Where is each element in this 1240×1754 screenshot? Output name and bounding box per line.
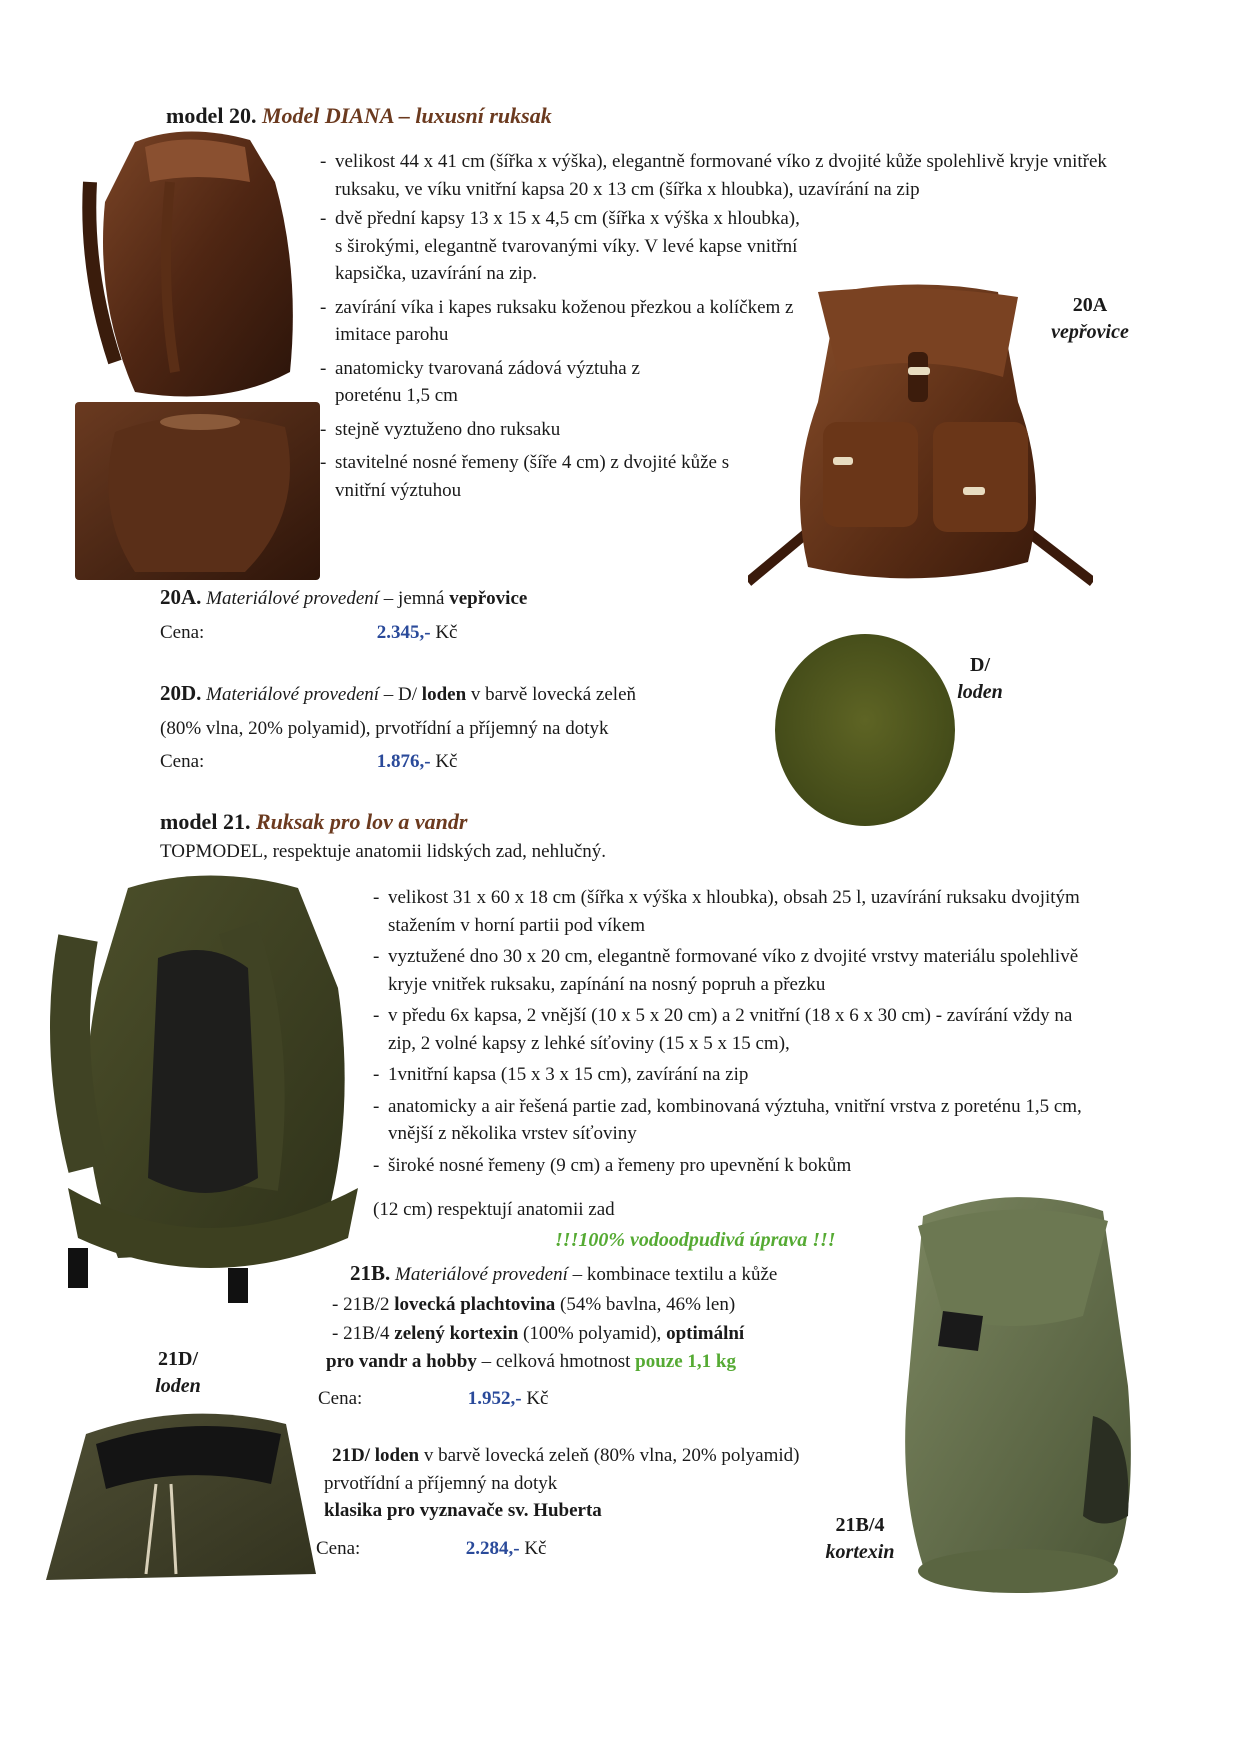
price-value: 2.284,- bbox=[465, 1537, 520, 1559]
model21-subtitle: TOPMODEL, respektuje anatomii lidských zad, nehlučný. bbox=[160, 841, 607, 862]
model21-title bbox=[160, 806, 467, 838]
model-name: Model DIANA – luxusní ruksak bbox=[261, 103, 552, 128]
material-label: Materiálové provedení bbox=[206, 588, 380, 609]
material-desc: v barvě lovecká zeleň bbox=[470, 684, 637, 705]
currency: Kč bbox=[435, 621, 458, 643]
price-value: 2.345,- bbox=[376, 621, 431, 643]
label-material: vepřovice bbox=[1051, 321, 1129, 343]
feature-item: - velikost 31 x 60 x 18 cm (šířka x výška x hloubka), obsah 25 l, uzavírání ruksaku dvojitým stažením v horní partii pod víkem bbox=[373, 884, 1108, 939]
label-d-loden bbox=[940, 652, 1020, 706]
option-code: - 21B/2 bbox=[332, 1293, 390, 1315]
feature-item: - 1vnitřní kapsa (15 x 3 x 15 cm), zavírání na zip bbox=[373, 1061, 1088, 1089]
feature-item-continued: (12 cm) respektují anatomii zad bbox=[373, 1199, 615, 1220]
material-feel: prvotřídní a příjemný na dotyk bbox=[324, 1472, 558, 1494]
variant-21b-material bbox=[332, 1258, 777, 1289]
variant-21b-option-2 bbox=[332, 1291, 777, 1319]
variant-21b-option-4 bbox=[332, 1320, 777, 1348]
option-material: lovecká plachtovina bbox=[394, 1293, 556, 1315]
loden-fabric-swatch bbox=[770, 630, 960, 830]
material-desc: – kombinace textilu a kůže bbox=[572, 1264, 778, 1285]
dash: – bbox=[383, 588, 394, 609]
variant-21d-material bbox=[324, 1442, 800, 1470]
option-code: - 21B/4 bbox=[332, 1323, 390, 1345]
variant-20a bbox=[160, 582, 527, 646]
label-21b4-kortexin bbox=[810, 1512, 910, 1566]
label-material: loden bbox=[957, 681, 1003, 703]
label-material: loden bbox=[155, 1375, 201, 1397]
feature-item: - anatomicky a air řešená partie zad, kombinovaná výztuha, vnitřní vrstva z poreténu 1,5 cm, vnější z několika vrstev síťoviny bbox=[373, 1093, 1088, 1148]
currency: Kč bbox=[524, 1537, 547, 1559]
variant-20a-material bbox=[160, 582, 527, 613]
currency: Kč bbox=[435, 751, 458, 773]
label-material: kortexin bbox=[825, 1541, 895, 1563]
variant-code: 21B. bbox=[350, 1261, 391, 1285]
price-label: Cena: bbox=[160, 751, 205, 773]
price-value: 1.952,- bbox=[467, 1388, 522, 1410]
option-composition: (54% bavlna, 46% len) bbox=[560, 1293, 736, 1315]
label-code: 20A bbox=[1072, 294, 1108, 316]
feature-item: - dvě přední kapsy 13 x 15 x 4,5 cm (šířka x výška x hloubka), s širokými, elegantně tvarovanými víky. V levé kapse vnitřní kapsička, uzavírání na zip. bbox=[320, 205, 805, 288]
variant-21b bbox=[318, 1258, 778, 1413]
currency: Kč bbox=[526, 1388, 549, 1410]
label-code: 21B/4 bbox=[835, 1514, 885, 1536]
feature-item: - stejně vyztuženo dno ruksaku bbox=[320, 416, 795, 444]
usage-note: klasika pro vyznavače sv. Huberta bbox=[324, 1500, 602, 1522]
variant-21d-price bbox=[316, 1535, 800, 1563]
variant-21b-price bbox=[318, 1385, 777, 1413]
model-name: Ruksak pro lov a vandr bbox=[255, 809, 468, 834]
variant-code: 20A. bbox=[160, 585, 202, 609]
weight-value: pouze 1,1 kg bbox=[635, 1350, 736, 1372]
feature-item: - velikost 44 x 41 cm (šířka x výška), elegantně formované víko z dvojité kůže spolehlivě kryje vnitřek ruksaku, ve víku vnitřní kapsa 20 x 13 cm (šířka x hloubka), uzavírání na zip bbox=[320, 148, 1115, 203]
material-composition: (80% vlna, 20% polyamid), prvotřídní a příjemný na dotyk bbox=[160, 717, 609, 739]
feature-item: - anatomicky tvarovaná zádová výztuha z poreténu 1,5 cm bbox=[320, 355, 695, 410]
material-desc: v barvě lovecká zeleň (80% vlna, 20% polyamid) bbox=[423, 1445, 800, 1466]
variant-code: 20D. bbox=[160, 681, 202, 705]
material-prefix: – D/ bbox=[383, 684, 418, 705]
feature-item: - zavírání víka i kapes ruksaku koženou přezkou a kolíčkem z imitace parohu bbox=[320, 294, 795, 349]
leather-backpack-flap-photo bbox=[75, 402, 320, 580]
feature-item: - v předu 6x kapsa, 2 vnější (10 x 5 x 20 cm) a 2 vnitřní (18 x 6 x 30 cm) - zavírání vždy na zip, 2 volné kapsy z lehké síťoviny (15 x 5 x 15 cm), bbox=[373, 1002, 1088, 1057]
label-21d-loden bbox=[138, 1346, 218, 1400]
material-name: loden bbox=[421, 684, 467, 705]
price-value: 1.876,- bbox=[376, 751, 431, 773]
label-20a bbox=[1040, 292, 1140, 346]
feature-item: - široké nosné řemeny (9 cm) a řemeny pro upevnění k bokům bbox=[373, 1152, 1088, 1180]
variant-20d bbox=[160, 678, 636, 776]
model21-feature-list bbox=[373, 884, 1113, 1179]
option-composition: (100% polyamid), bbox=[523, 1323, 662, 1345]
variant-code: 21D/ loden bbox=[332, 1445, 420, 1466]
material-label: Materiálové provedení bbox=[206, 684, 380, 705]
material-label: Materiálové provedení bbox=[395, 1264, 568, 1285]
waterproof-note: !!!100% vodoodpudivá úprava !!! bbox=[555, 1229, 836, 1251]
variant-20d-price bbox=[160, 748, 636, 776]
variant-20d-material bbox=[160, 678, 636, 709]
loden-backpack-top-photo bbox=[46, 1404, 324, 1580]
label-code: 21D/ bbox=[158, 1348, 198, 1370]
model-number: model 20. bbox=[166, 103, 257, 128]
variant-21b-weight bbox=[326, 1348, 777, 1376]
material-desc: jemná bbox=[398, 588, 445, 609]
feature-item: - vyztužené dno 30 x 20 cm, elegantně formované víko z dvojité vrstvy materiálu spolehlivě kryje vnitřek ruksaku, zapínání na nosný popruh a přezku bbox=[373, 943, 1118, 998]
weight-label: – celková hmotnost bbox=[481, 1350, 631, 1372]
leather-backpack-side-photo bbox=[75, 122, 300, 407]
model-number: model 21. bbox=[160, 809, 251, 834]
material-name: vepřovice bbox=[449, 588, 528, 609]
green-backpack-back-photo bbox=[38, 868, 373, 1303]
kortexin-backpack-photo bbox=[883, 1186, 1148, 1601]
label-code: D/ bbox=[970, 654, 990, 676]
option-material: zelený kortexin bbox=[394, 1323, 519, 1345]
price-label: Cena: bbox=[318, 1388, 363, 1410]
price-label: Cena: bbox=[160, 621, 205, 643]
feature-item: - stavitelné nosné řemeny (šíře 4 cm) z dvojité kůže s vnitřní výztuhou bbox=[320, 449, 775, 504]
option-note: optimální bbox=[666, 1323, 745, 1345]
variant-21d bbox=[316, 1442, 800, 1562]
usage-note: pro vandr a hobby bbox=[326, 1350, 477, 1372]
price-label: Cena: bbox=[316, 1537, 361, 1559]
variant-20a-price bbox=[160, 619, 527, 647]
